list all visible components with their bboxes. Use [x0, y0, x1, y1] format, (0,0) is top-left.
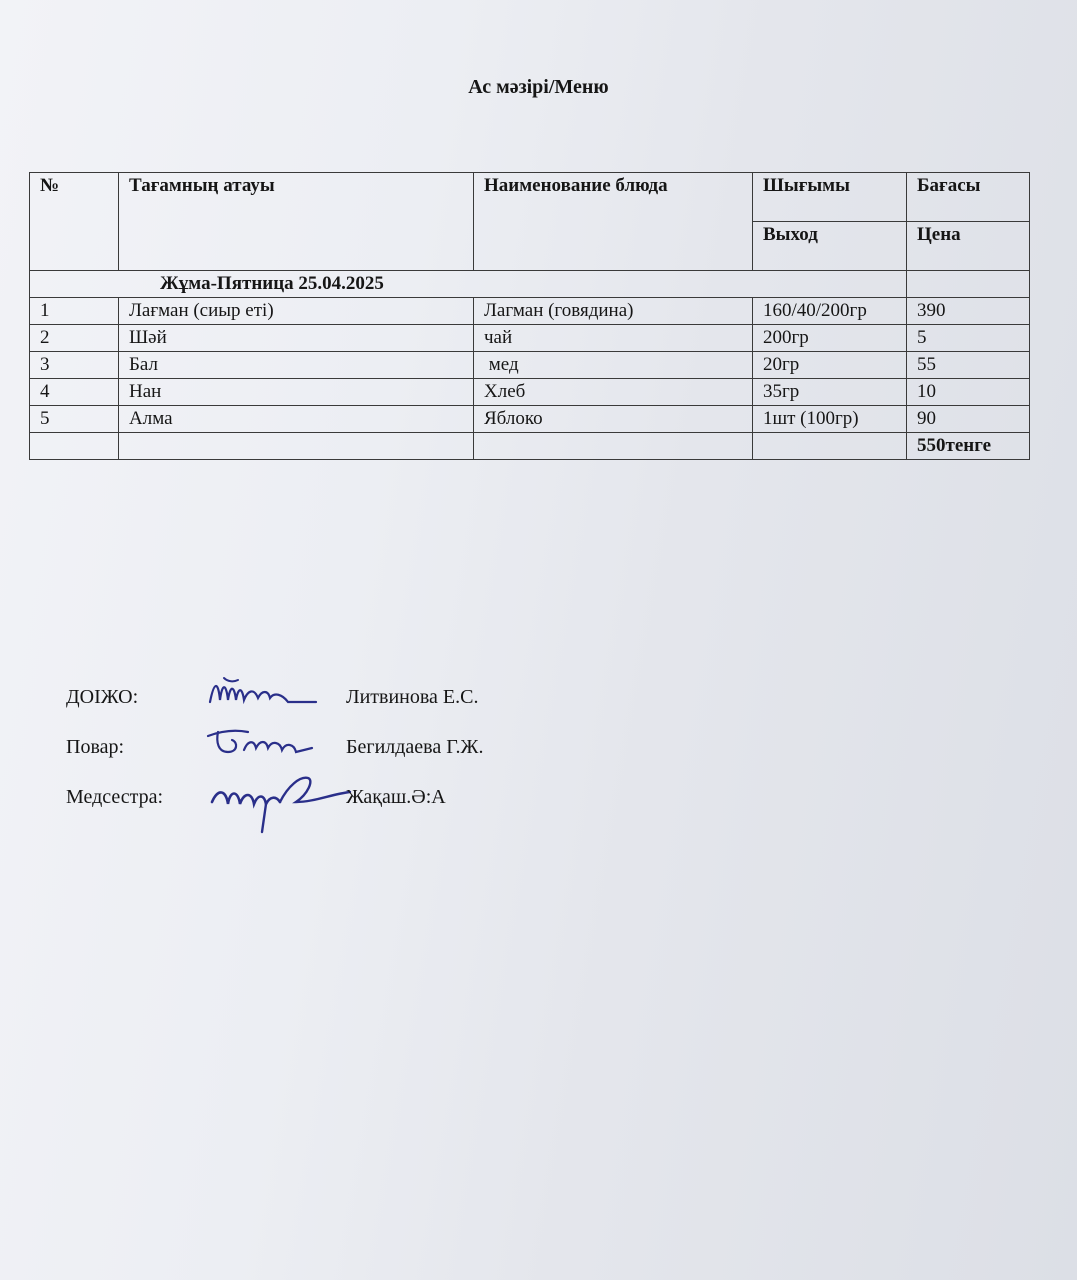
- total-empty-cell: [30, 433, 119, 460]
- table-header-row: [30, 173, 1030, 222]
- cell-num: 4: [30, 379, 119, 406]
- handwritten-signature-icon: [204, 672, 324, 716]
- header-name-ru: Наименование блюда: [474, 173, 753, 271]
- cell-name-ru: чай: [474, 325, 753, 352]
- header-price-ru: Цена: [907, 222, 1030, 271]
- cell-yield: 20гр: [753, 352, 907, 379]
- table-row: [30, 379, 1030, 406]
- cell-price: 10: [907, 379, 1030, 406]
- total-empty-cell: [474, 433, 753, 460]
- cell-yield: 35гр: [753, 379, 907, 406]
- cell-num: 3: [30, 352, 119, 379]
- header-num: №: [30, 173, 119, 271]
- table-row: [30, 298, 1030, 325]
- handwritten-signature-icon: [204, 722, 324, 766]
- cell-name-kz: Бал: [119, 352, 474, 379]
- signature-name: Литвинова Е.С.: [346, 686, 479, 708]
- cell-name-kz: Лағман (сиыр еті): [119, 298, 474, 325]
- cell-price: 55: [907, 352, 1030, 379]
- header-yield-kz: Шығымы: [753, 173, 907, 222]
- cell-price: 5: [907, 325, 1030, 352]
- menu-table: [29, 172, 1030, 460]
- day-row: [30, 271, 1030, 298]
- table-row: [30, 352, 1030, 379]
- signature-row: [66, 730, 766, 780]
- cell-num: 5: [30, 406, 119, 433]
- cell-name-ru: мед: [474, 352, 753, 379]
- table-row: [30, 325, 1030, 352]
- header-name-kz: Тағамның атауы: [119, 173, 474, 271]
- total-row: [30, 433, 1030, 460]
- cell-name-kz: Шәй: [119, 325, 474, 352]
- signature-row: [66, 780, 766, 830]
- cell-name-ru: Лагман (говядина): [474, 298, 753, 325]
- cell-num: 1: [30, 298, 119, 325]
- header-yield-ru: Выход: [753, 222, 907, 271]
- document-title: Ас мәзірі/Меню: [468, 76, 609, 98]
- day-label: Жұма-Пятница 25.04.2025: [30, 271, 907, 298]
- total-empty-cell: [119, 433, 474, 460]
- header-price-kz: Бағасы: [907, 173, 1030, 222]
- day-row-empty-cell: [907, 271, 1030, 298]
- cell-name-kz: Нан: [119, 379, 474, 406]
- cell-name-kz: Алма: [119, 406, 474, 433]
- signature-row: [66, 680, 766, 730]
- signature-role: Медсестра:: [66, 786, 164, 808]
- cell-price: 90: [907, 406, 1030, 433]
- signature-role: ДОІЖО:: [66, 686, 139, 708]
- cell-yield: 200гр: [753, 325, 907, 352]
- cell-name-ru: Хлеб: [474, 379, 753, 406]
- signature-block: [66, 680, 766, 830]
- handwritten-signature-icon: [204, 772, 354, 842]
- total-empty-cell: [753, 433, 907, 460]
- cell-price: 390: [907, 298, 1030, 325]
- total-price: 550тенге: [907, 433, 1030, 460]
- cell-yield: 160/40/200гр: [753, 298, 907, 325]
- signature-role: Повар:: [66, 736, 125, 758]
- cell-num: 2: [30, 325, 119, 352]
- signature-name: Бегилдаева Г.Ж.: [346, 736, 484, 758]
- table-row: [30, 406, 1030, 433]
- cell-name-ru: Яблоко: [474, 406, 753, 433]
- signature-name: Жақаш.Ә:А: [346, 786, 446, 808]
- cell-yield: 1шт (100гр): [753, 406, 907, 433]
